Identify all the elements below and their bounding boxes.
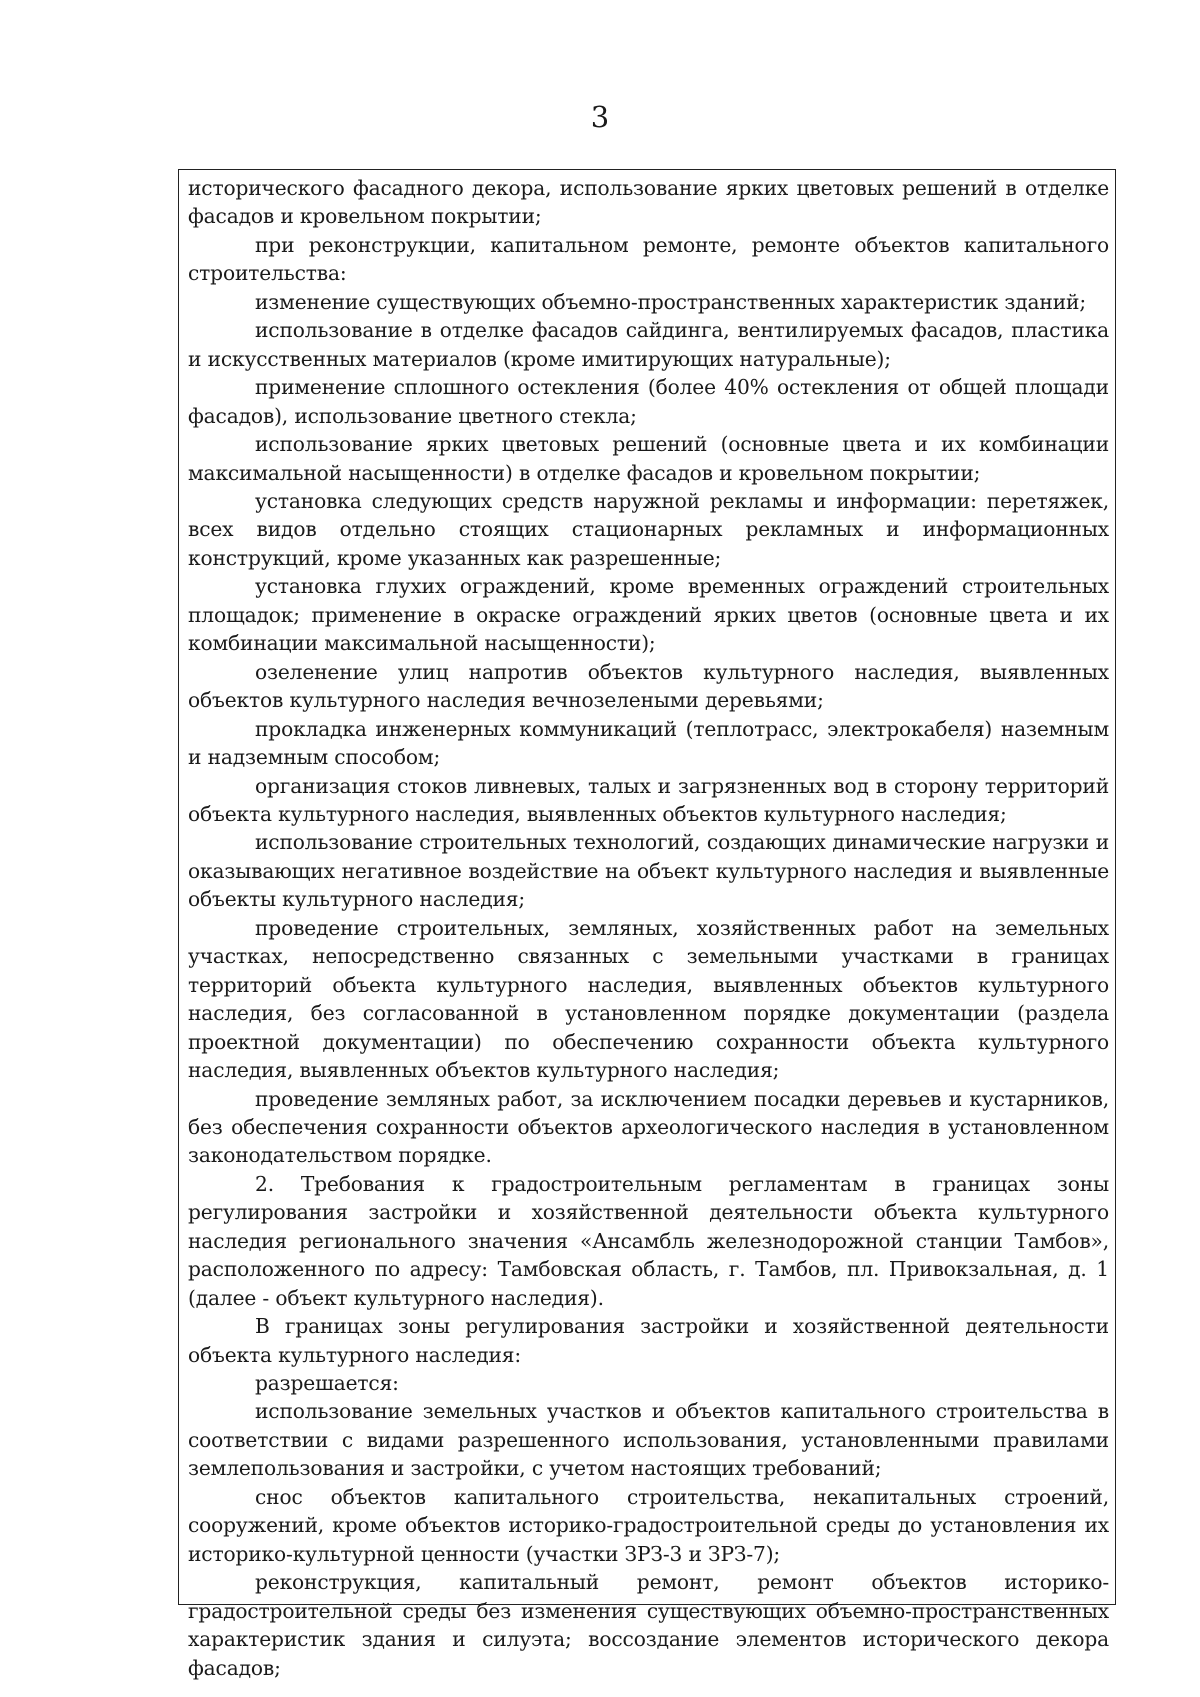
paragraph: прокладка инженерных коммуникаций (теплотрасс, электрокабеля) наземным и надземным способом; (188, 716, 1109, 770)
paragraph: установка глухих ограждений, кроме временных ограждений строительных площадок; применение в окраске ограждений ярких цветов (основные цвета и их комбинации максимальной насыщенности); (188, 574, 1109, 656)
paragraph: установка следующих средств наружной рекламы и информации: перетяжек, всех видов отдельно стоящих стационарных рекламных и информационных конструкций, кроме указанных как разрешенные; (188, 488, 1109, 570)
section-heading-paragraph: 2. Требования к градостроительным регламентам в границах зоны регулирования застройки и хозяйственной деятельности объекта культурного наследия регионального значения «Ансамбль железнодорожной станции Тамбов», расположенного по адресу: Тамбовская область, г. Тамбов, пл. Привокзальная, д. 1 (далее - объект культурного наследия). (188, 1171, 1109, 1310)
paragraph: при реконструкции, капитальном ремонте, ремонте объектов капитального строительства: (188, 232, 1109, 286)
paragraph: реконструкция, капитальный ремонт, ремонт объектов историко-градостроительной среды без изменения существующих объемно-пространственных характеристик здания и силуэта; воссоздание элементов исторического декора фасадов; (188, 1570, 1109, 1680)
paragraph: проведение строительных, земляных, хозяйственных работ на земельных участках, непосредственно связанных с земельными участками в границах территорий объекта культурного наследия, выявленных объектов культурного наследия, без согласованной в установленном порядке документации (раздела проектной документации) по обеспечению сохранности объекта культурного наследия, выявленных объектов культурного наследия; (188, 915, 1109, 1083)
paragraph: изменение существующих объемно-пространственных характеристик зданий; (255, 289, 1086, 314)
paragraph: исторического фасадного декора, использование ярких цветовых решений в отделке фасадов и кровельном покрытии; (188, 176, 1109, 229)
paragraph: снос объектов капитального строительства, некапитальных строений, сооружений, кроме объектов историко-градостроительной среды до установления их историко-культурной ценности (участки ЗРЗ-3 и ЗРЗ-7); (188, 1484, 1109, 1566)
paragraph: разрешается: (255, 1371, 399, 1396)
paragraph: организация стоков ливневых, талых и загрязненных вод в сторону территорий объекта культурного наследия, выявленных объектов культурного наследия; (188, 773, 1109, 826)
paragraph: использование строительных технологий, создающих динамические нагрузки и оказывающих негативное воздействие на объект культурного наследия и выявленные объекты культурного наследия; (188, 830, 1109, 912)
page-number: 3 (590, 100, 610, 134)
text-frame (178, 169, 1116, 1680)
paragraph: использование земельных участков и объектов капитального строительства в соответствии с видами разрешенного использования, установленными правилами землепользования и застройки, с учетом настоящих требований; (188, 1399, 1109, 1481)
paragraph: В границах зоны регулирования застройки и хозяйственной деятельности объекта культурного наследия: (188, 1314, 1109, 1367)
paragraph: проведение земляных работ, за исключением посадки деревьев и кустарников, без обеспечения сохранности объектов археологического наследия в установленном законодательством порядке. (188, 1086, 1109, 1168)
paragraph: использование ярких цветовых решений (основные цвета и их комбинации максимальной насыщенности) в отделке фасадов и кровельном покрытии; (188, 432, 1109, 485)
paragraph: использование в отделке фасадов сайдинга, вентилируемых фасадов, пластика и искусственных материалов (кроме имитирующих натуральные); (188, 318, 1109, 371)
paragraph: применение сплошного остекления (более 40% остекления от общей площади фасадов), использование цветного стекла; (188, 375, 1109, 428)
paragraph: озеленение улиц напротив объектов культурного наследия, выявленных объектов культурного наследия вечнозелеными деревьями; (188, 659, 1109, 713)
